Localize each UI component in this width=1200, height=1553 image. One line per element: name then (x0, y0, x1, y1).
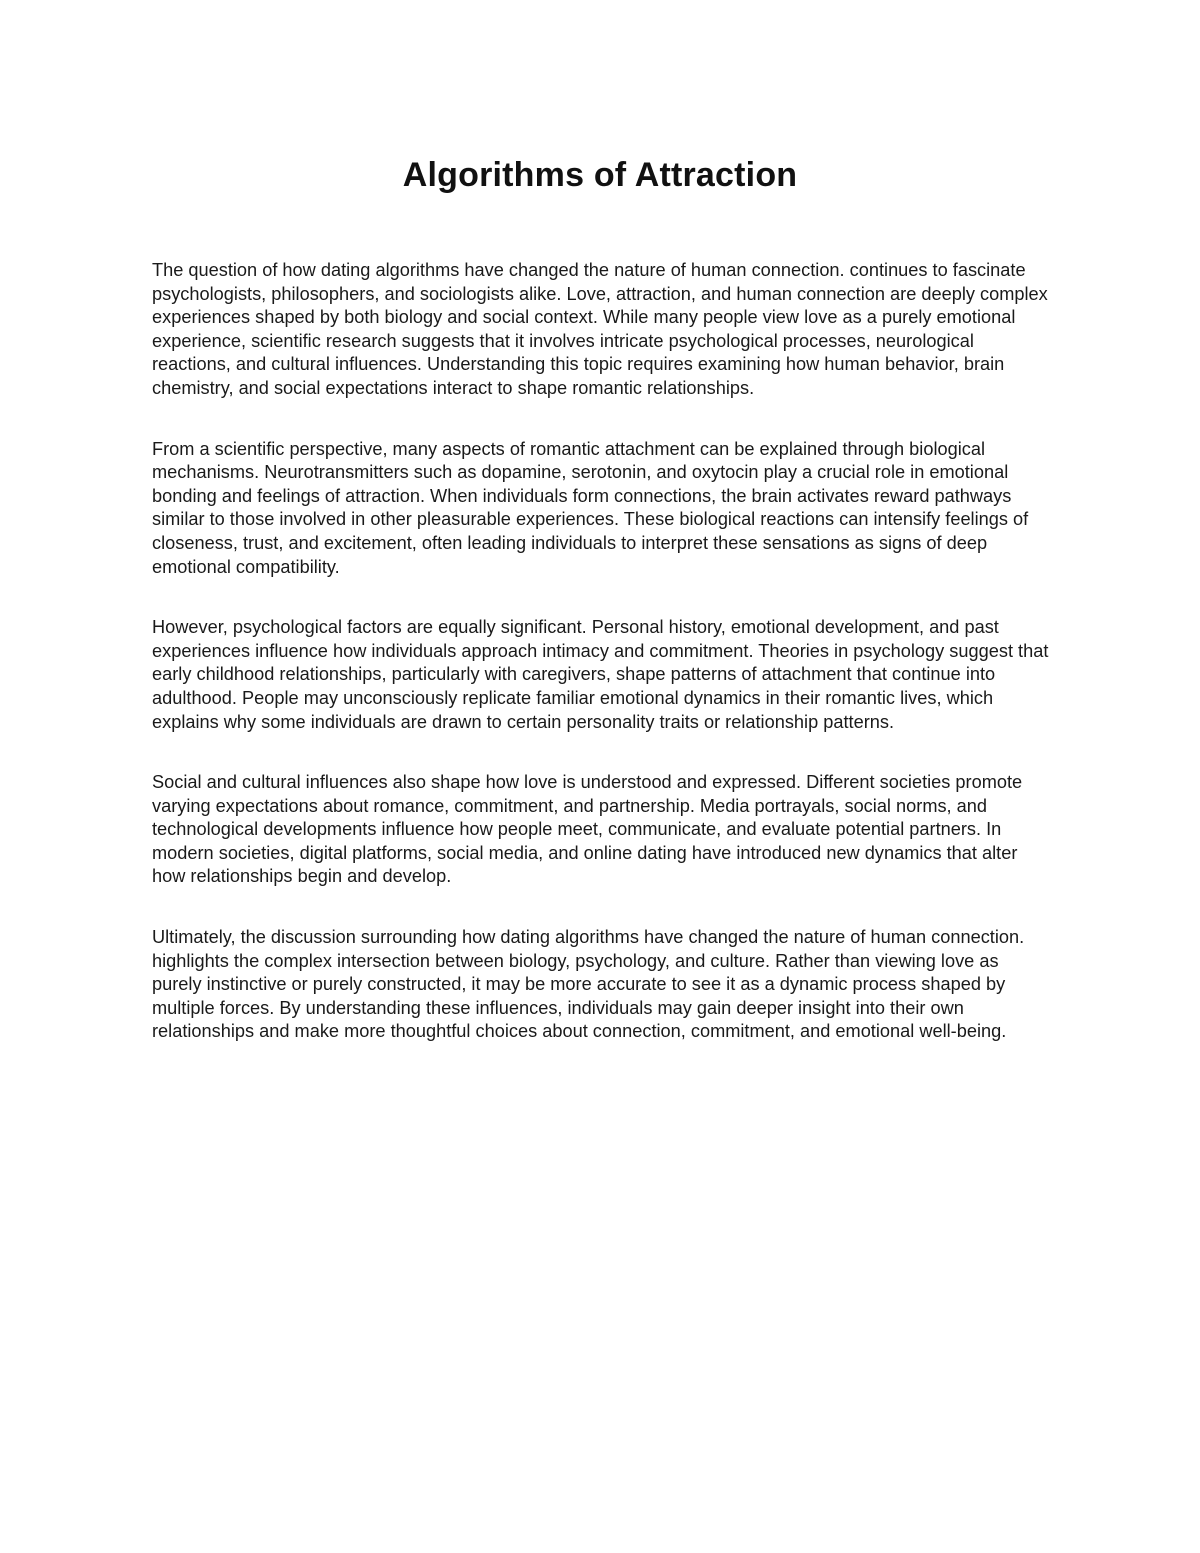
paragraph-5: Ultimately, the discussion surrounding how dating algorithms have changed the nature of human connection. highlights the complex intersection between biology, psychology, and culture. Rather than viewing love as purely instinctive or purely constructed, it may be more accurate to see it as a dynamic process shaped by multiple forces. By understanding these influences, individuals may gain deeper insight into their own relationships and make more thoughtful choices about connection, commitment, and emotional well-being. (152, 927, 1025, 1042)
paragraph-3: However, psychological factors are equally significant. Personal history, emotional development, and past experiences influence how individuals approach intimacy and commitment. Theories in psychology suggest that early childhood relationships, particularly with caregivers, shape patterns of attachment that continue into adulthood. People may unconsciously replicate familiar emotional dynamics in their romantic lives, which explains why some individuals are drawn to certain personality traits or relationship patterns. (152, 617, 1049, 732)
document-body (152, 259, 1052, 1081)
document-title: Algorithms of Attraction (402, 156, 798, 194)
paragraph-1: The question of how dating algorithms have changed the nature of human connection. continues to fascinate psychologists, philosophers, and sociologists alike. Love, attraction, and human connection are deeply complex experiences shaped by both biology and social context. While many people view love as a purely emotional experience, scientific research suggests that it involves intricate psychological processes, neurological reactions, and cultural influences. Understanding this topic requires examining how human behavior, brain chemistry, and social expectations interact to shape romantic relationships. (152, 260, 1048, 398)
paragraph-4: Social and cultural influences also shape how love is understood and expressed. Different societies promote varying expectations about romance, commitment, and partnership. Media portrayals, social norms, and technological developments influence how people meet, communicate, and evaluate potential partners. In modern societies, digital platforms, social media, and online dating have introduced new dynamics that alter how relationships begin and develop. (152, 772, 1023, 887)
paragraph-2: From a scientific perspective, many aspects of romantic attachment can be explained through biological mechanisms. Neurotransmitters such as dopamine, serotonin, and oxytocin play a crucial role in emotional bonding and feelings of attraction. When individuals form connections, the brain activates reward pathways similar to those involved in other pleasurable experiences. These biological reactions can intensify feelings of closeness, trust, and excitement, often leading individuals to interpret these sensations as signs of deep emotional compatibility. (152, 438, 1029, 577)
